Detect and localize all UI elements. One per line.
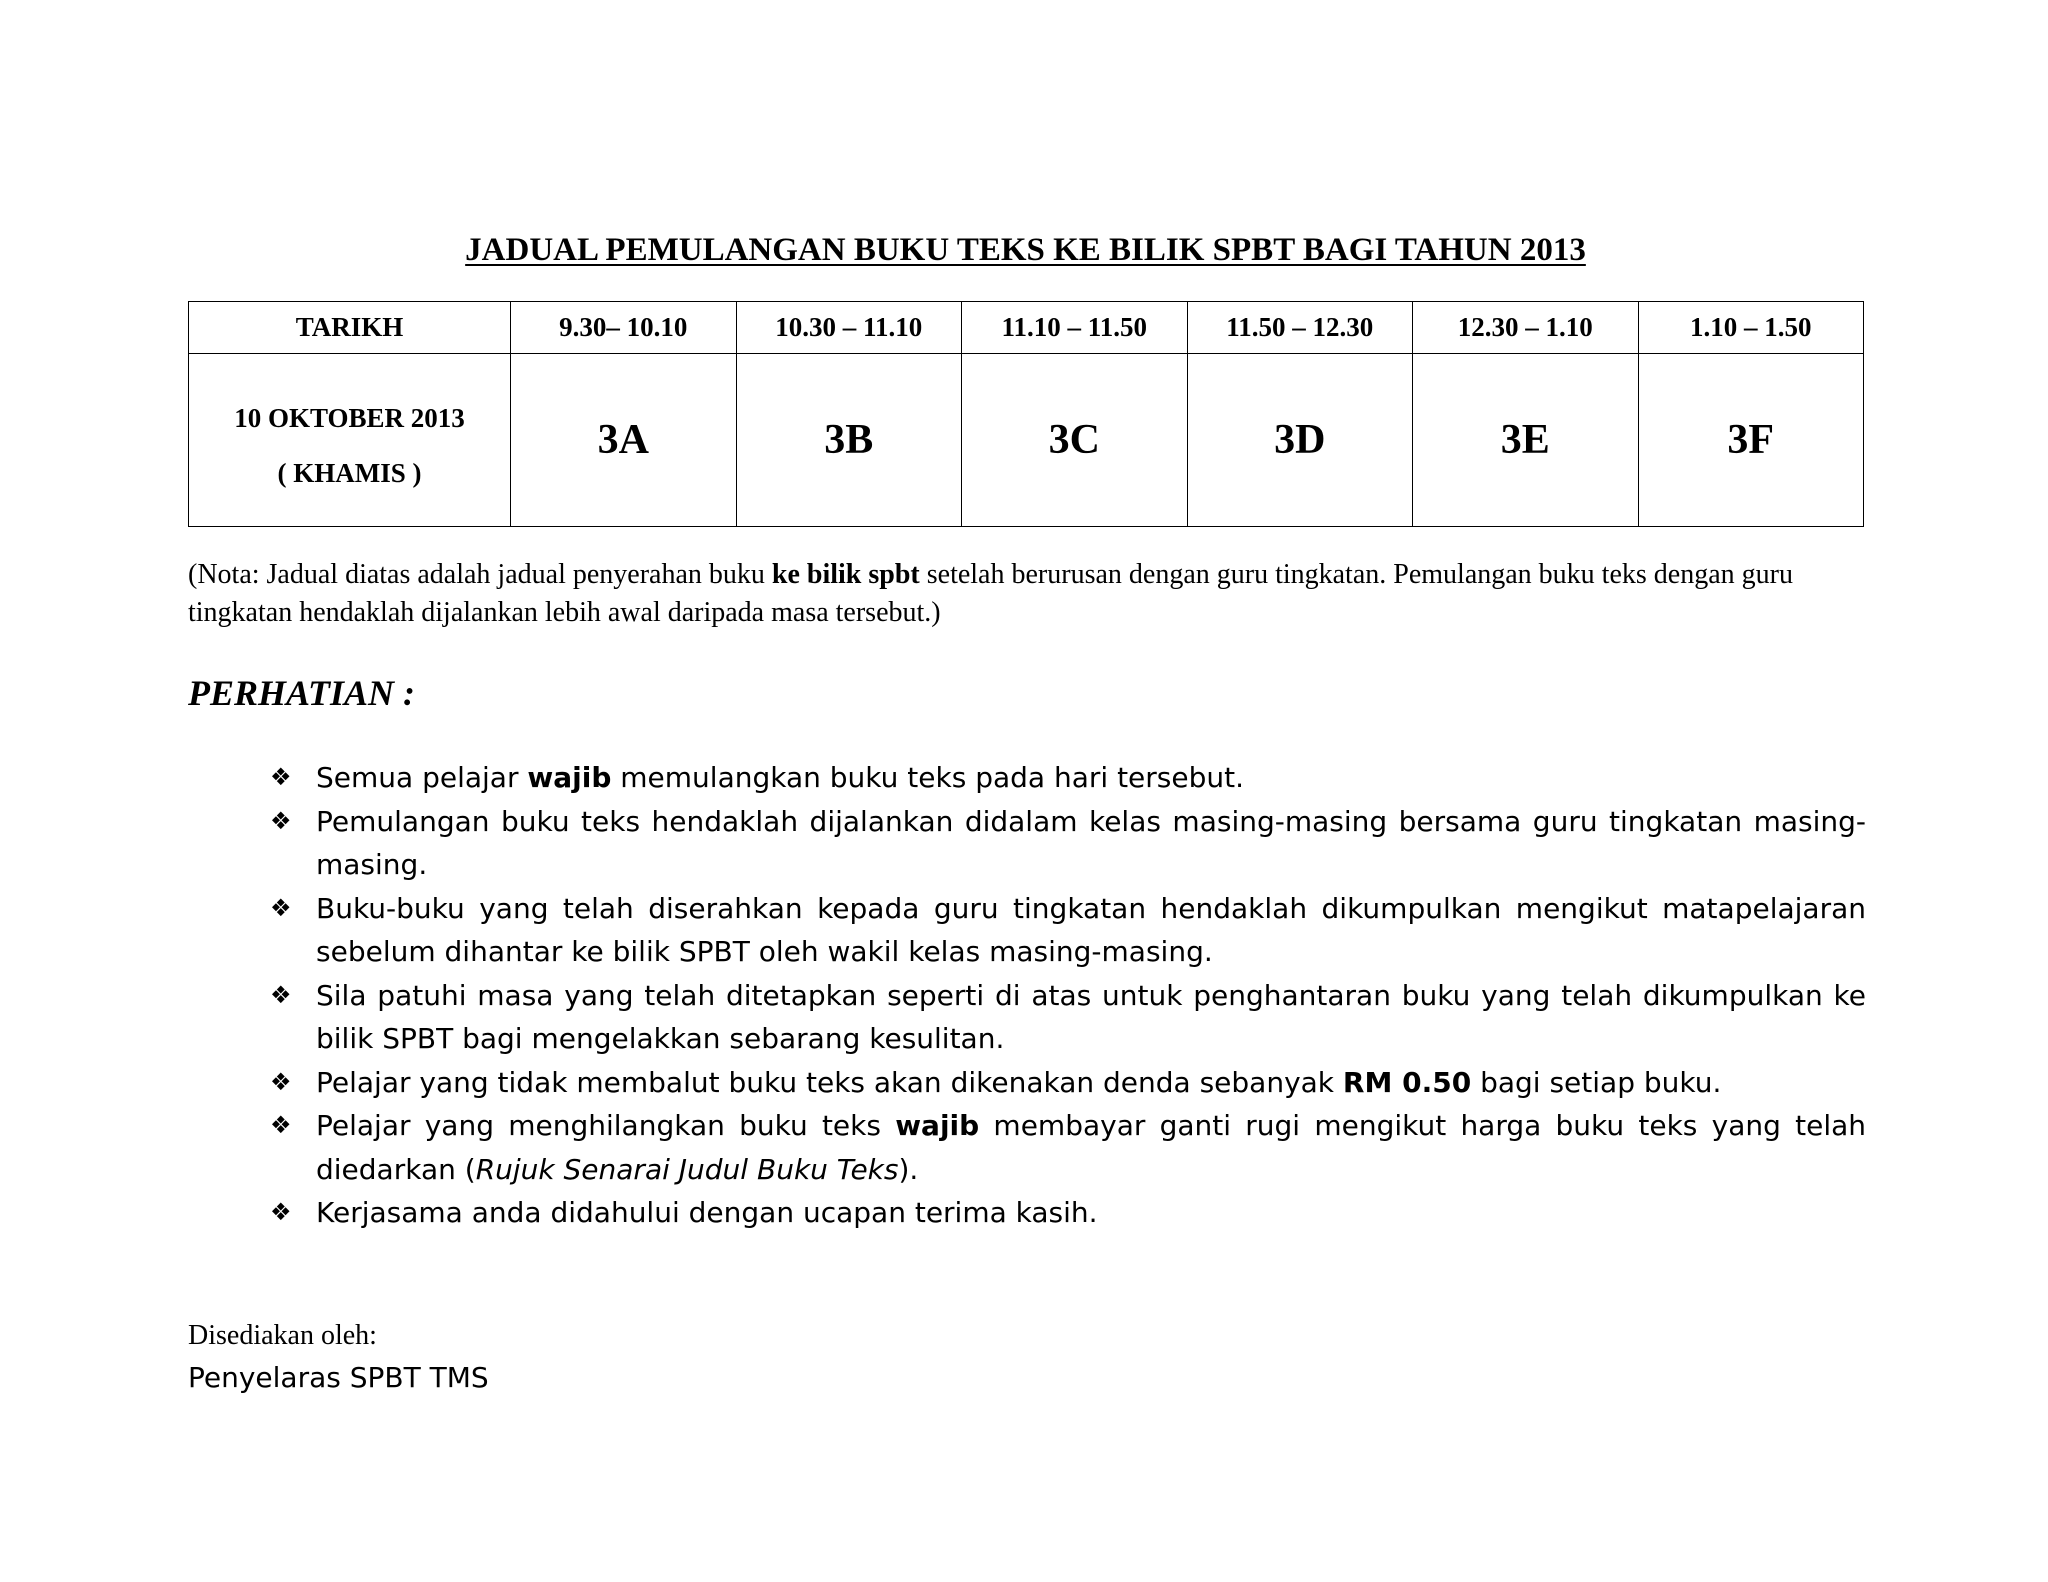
- attention-heading: PERHATIAN :: [188, 673, 416, 713]
- rule-text: Buku-buku yang telah diserahkan kepada guru tingkatan hendaklah dikumpulkan mengikut matapelajaran sebelum dihantar ke bilik SPBT oleh wakil kelas masing-masing.: [316, 891, 1866, 968]
- date-cell: [189, 354, 511, 527]
- list-item: [270, 887, 1866, 974]
- note-text-1: (Nota: Jadual diatas adalah jadual penyerahan buku: [188, 559, 772, 590]
- rule-emphasis: wajib: [895, 1109, 980, 1142]
- document-title: JADUAL PEMULANGAN BUKU TEKS KE BILIK SPBT BAGI TAHUN 2013: [465, 232, 1586, 268]
- list-item: [270, 756, 1866, 800]
- rule-text: Sila patuhi masa yang telah ditetapkan seperti di atas untuk penghantaran buku yang telah dikumpulkan ke bilik SPBT bagi mengelakkan sebarang kesulitan.: [316, 978, 1866, 1055]
- rule-text: ).: [898, 1152, 919, 1186]
- header-slot-5: 12.30 – 1.10: [1413, 302, 1639, 354]
- class-cell: 3F: [1638, 354, 1864, 527]
- header-slot-2: 10.30 – 11.10: [736, 302, 962, 354]
- class-cell: 3A: [511, 354, 737, 527]
- rule-text: memulangkan buku teks pada hari tersebut.: [611, 761, 1244, 794]
- list-item: [270, 1191, 1866, 1235]
- prepared-by-label: Disediakan oleh:: [188, 1320, 377, 1351]
- diamond-bullet-icon: ❖: [270, 893, 292, 922]
- signer-name: Penyelaras SPBT TMS: [188, 1361, 489, 1394]
- class-cell: 3B: [736, 354, 962, 527]
- rule-text: Kerjasama anda didahului dengan ucapan terima kasih.: [316, 1196, 1098, 1229]
- return-schedule-table: [188, 301, 1864, 527]
- diamond-bullet-icon: ❖: [270, 1111, 292, 1139]
- header-slot-4: 11.50 – 12.30: [1187, 302, 1413, 354]
- diamond-bullet-icon: ❖: [270, 1067, 292, 1096]
- header-slot-6: 1.10 – 1.50: [1638, 302, 1864, 354]
- day-text: ( KHAMIS ): [277, 458, 422, 488]
- rule-emphasis: RM 0.50: [1342, 1065, 1472, 1099]
- list-item: [270, 974, 1866, 1061]
- rule-text: Semua pelajar: [316, 761, 528, 794]
- class-cell: 3D: [1187, 354, 1413, 527]
- rule-text: membayar ganti rugi mengikut harga buku teks yang telah diedarkan (: [316, 1109, 1866, 1186]
- table-header-row: [189, 302, 1864, 354]
- class-cell: 3E: [1413, 354, 1639, 527]
- header-slot-3: 11.10 – 11.50: [962, 302, 1188, 354]
- list-item: [270, 800, 1866, 887]
- table-row: [189, 354, 1864, 527]
- header-tarikh: TARIKH: [189, 302, 511, 354]
- note-text-2: setelah berurusan dengan guru tingkatan. Pemulangan buku teks dengan guru tingkatan hendaklah dijalankan lebih awal daripada masa tersebut.): [188, 559, 1793, 628]
- header-slot-1: 9.30– 10.10: [511, 302, 737, 354]
- rule-text: Pelajar yang tidak membalut buku teks akan dikenakan denda sebanyak: [316, 1065, 1343, 1099]
- note-emphasis: ke bilik spbt: [771, 559, 920, 590]
- diamond-bullet-icon: ❖: [270, 806, 292, 835]
- diamond-bullet-icon: ❖: [270, 980, 292, 1009]
- list-item: [270, 1104, 1866, 1191]
- rules-list: [270, 756, 1866, 1235]
- class-cell: 3C: [962, 354, 1188, 527]
- rule-italic-reference: Rujuk Senarai Judul Buku Teks: [475, 1152, 899, 1186]
- rule-text: bagi setiap buku.: [1471, 1065, 1722, 1099]
- rule-emphasis: wajib: [527, 761, 612, 794]
- date-text: 10 OKTOBER 2013: [234, 403, 465, 433]
- note-paragraph: [188, 556, 1868, 632]
- diamond-bullet-icon: ❖: [270, 763, 292, 791]
- diamond-bullet-icon: ❖: [270, 1198, 292, 1226]
- rule-text: Pemulangan buku teks hendaklah dijalankan didalam kelas masing-masing bersama guru tingkatan masing-masing.: [316, 804, 1866, 881]
- rule-text: Pelajar yang menghilangkan buku teks: [316, 1109, 896, 1142]
- list-item: [270, 1061, 1866, 1105]
